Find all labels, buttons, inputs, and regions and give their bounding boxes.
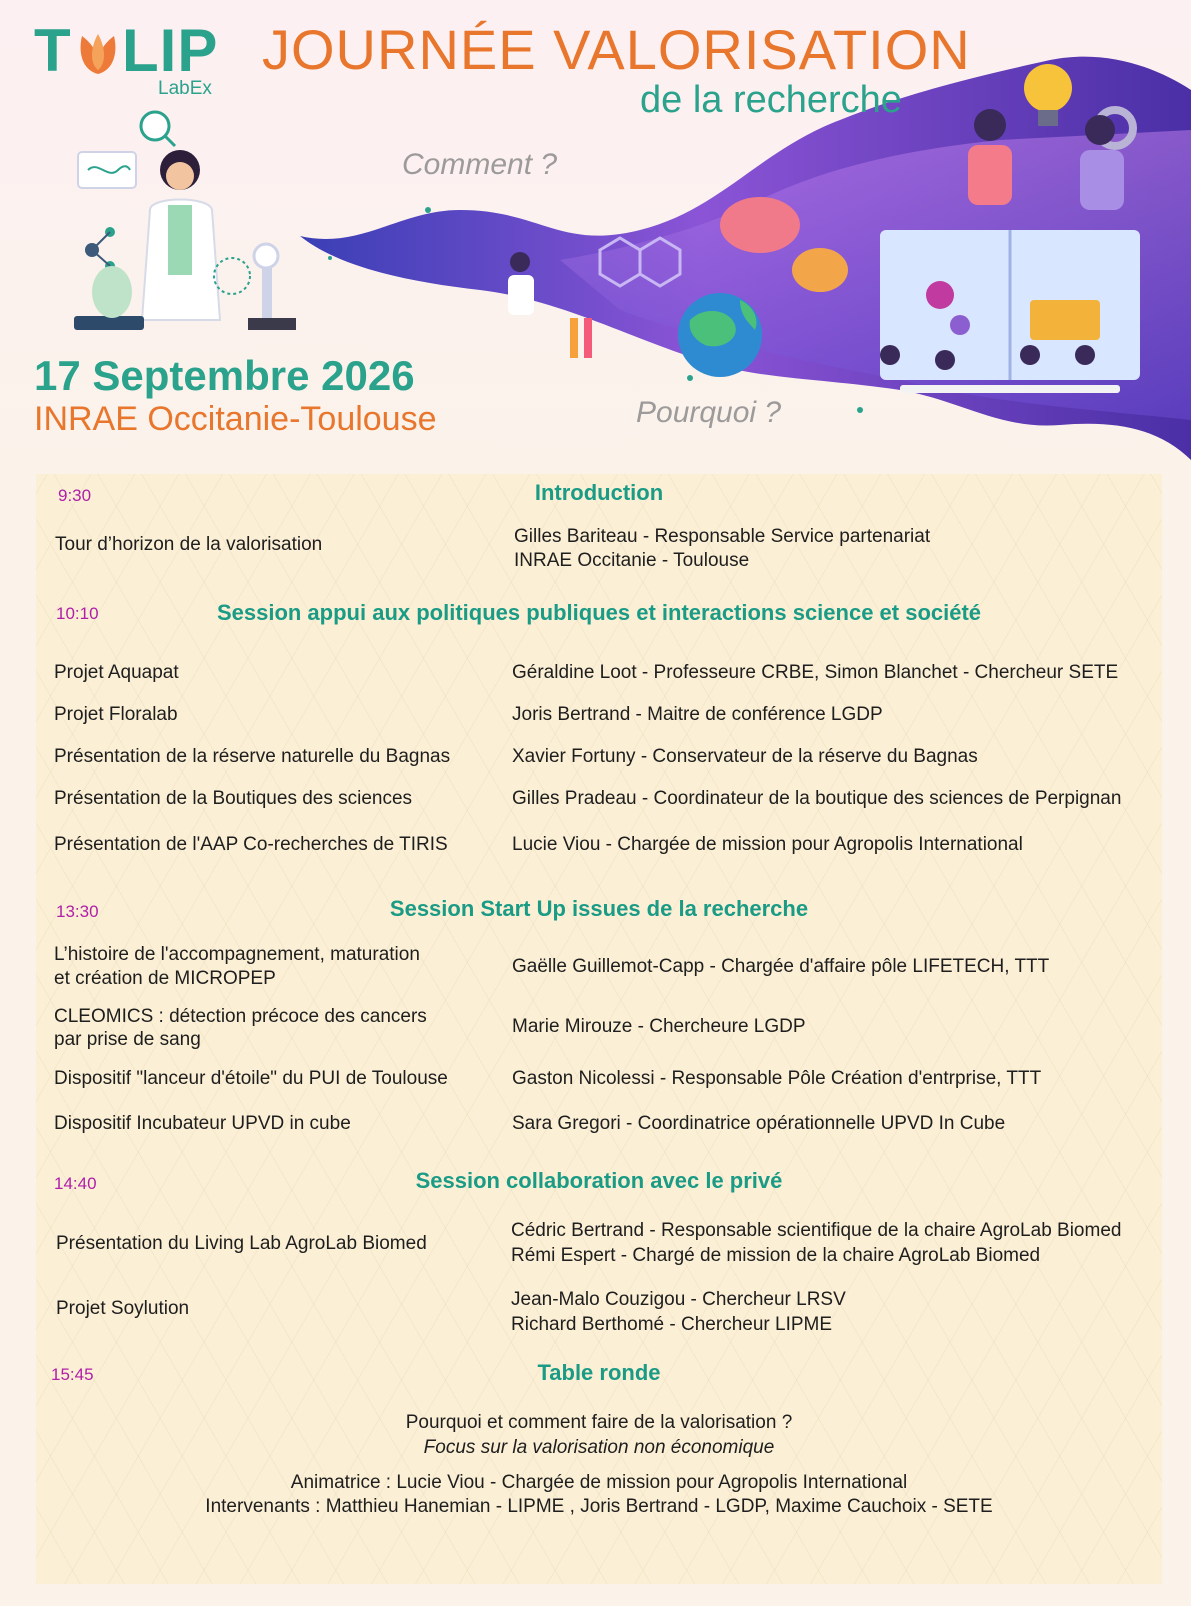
lightbulb-icon — [1024, 64, 1072, 112]
speaker-item: Xavier Fortuny - Conservateur de la réserve du Bagnas — [512, 746, 978, 767]
speech-bubble-icon — [720, 197, 800, 253]
topic-item: Dispositif Incubateur UPVD in cube — [54, 1113, 351, 1134]
speaker-item: Sara Gregori - Coordinatrice opérationnelle UPVD In Cube — [512, 1113, 1006, 1134]
event-place: INRAE Occitanie-Toulouse — [34, 400, 437, 438]
session-title-startup: Session Start Up issues de la recherche — [389, 896, 809, 921]
topic-item: Présentation de l'AAP Co-recherches de TIRIS — [54, 834, 448, 855]
speaker-item: INRAE Occitanie - Toulouse — [514, 550, 750, 571]
speaker-item: Richard Berthomé - Chercheur LIPME — [511, 1314, 833, 1335]
logo-subtitle: LabEx — [158, 78, 212, 99]
topic-item: Tour d’horizon de la valorisation — [55, 534, 323, 555]
speaker-item: Marie Mirouze - Chercheure LGDP — [512, 1016, 806, 1037]
roundtable-focus: Focus sur la valorisation non économique — [423, 1437, 775, 1458]
question-comment: Comment ? — [402, 148, 558, 181]
page-title: JOURNÉE VALORISATION — [262, 18, 971, 81]
session-title-table-ronde: Table ronde — [537, 1360, 661, 1385]
time-label: 13:30 — [56, 902, 99, 921]
programme-panel — [36, 474, 1162, 1584]
topic-item: Présentation du Living Lab AgroLab Biomed — [56, 1233, 427, 1254]
page-subtitle: de la recherche — [640, 79, 902, 121]
speaker-item: Jean-Malo Couzigou - Chercheur LRSV — [511, 1289, 846, 1310]
topic-item: Présentation de la Boutiques des sciences — [54, 788, 413, 809]
speaker-item: Lucie Viou - Chargée de mission pour Agropolis International — [512, 834, 1023, 855]
speaker-item: Gaëlle Guillemot-Capp - Chargée d'affaire pôle LIFETECH, TTT — [512, 956, 1050, 977]
speaker-item: Cédric Bertrand - Responsable scientifique de la chaire AgroLab Biomed — [511, 1220, 1122, 1241]
topic-item: Dispositif "lanceur d'étoile" du PUI de Toulouse — [54, 1068, 448, 1089]
topic-item: Projet Floralab — [54, 704, 178, 725]
header-banner — [0, 0, 1191, 470]
time-label: 9:30 — [58, 486, 92, 505]
speaker-item: Gilles Bariteau - Responsable Service partenariat — [514, 526, 931, 547]
question-pourquoi: Pourquoi ? — [636, 396, 782, 429]
session-title-introduction: Introduction — [534, 480, 664, 505]
logo-letter-t: T — [34, 17, 72, 84]
time-label: 14:40 — [54, 1174, 97, 1193]
tulip-logo — [34, 18, 224, 98]
time-label: 15:45 — [51, 1365, 94, 1384]
roundtable-panelists: Intervenants : Matthieu Hanemian - LIPME , Joris Bertrand - LGDP, Maxime Cauchoix - SETE — [205, 1496, 993, 1517]
roundtable-host: Animatrice : Lucie Viou - Chargée de mission pour Agropolis International — [290, 1472, 908, 1493]
time-label: 10:10 — [56, 604, 99, 623]
topic-item: Présentation de la réserve naturelle du Bagnas — [54, 746, 451, 767]
event-date: 17 Septembre 2026 — [34, 352, 415, 399]
speaker-item: Rémi Espert - Chargé de mission de la chaire AgroLab Biomed — [511, 1245, 1041, 1266]
session-title-politiques: Session appui aux politiques publiques et interactions science et société — [216, 600, 982, 625]
topic-item: L’histoire de l'accompagnement, maturation — [54, 944, 420, 965]
scientist-illustration — [74, 112, 296, 330]
tulip-flower-icon — [76, 30, 120, 76]
topic-item: par prise de sang — [54, 1029, 201, 1050]
speaker-item: Joris Bertrand - Maitre de conférence LGDP — [512, 704, 883, 725]
topic-item: et création de MICROPEP — [54, 968, 276, 989]
topic-item: Projet Aquapat — [54, 662, 179, 683]
speaker-item: Gaston Nicolessi - Responsable Pôle Création d'entrprise, TTT — [512, 1068, 1042, 1089]
roundtable-question: Pourquoi et comment faire de la valorisation ? — [405, 1412, 793, 1433]
topic-item: Projet Soylution — [56, 1298, 190, 1319]
session-title-prive: Session collaboration avec le privé — [415, 1168, 783, 1193]
speaker-item: Gilles Pradeau - Coordinateur de la boutique des sciences de Perpignan — [512, 788, 1122, 809]
speaker-item: Géraldine Loot - Professeure CRBE, Simon Blanchet - Chercheur SETE — [512, 662, 1119, 683]
logo-letters-lip: LIP — [122, 17, 219, 84]
topic-item: CLEOMICS : détection précoce des cancers — [54, 1006, 427, 1027]
